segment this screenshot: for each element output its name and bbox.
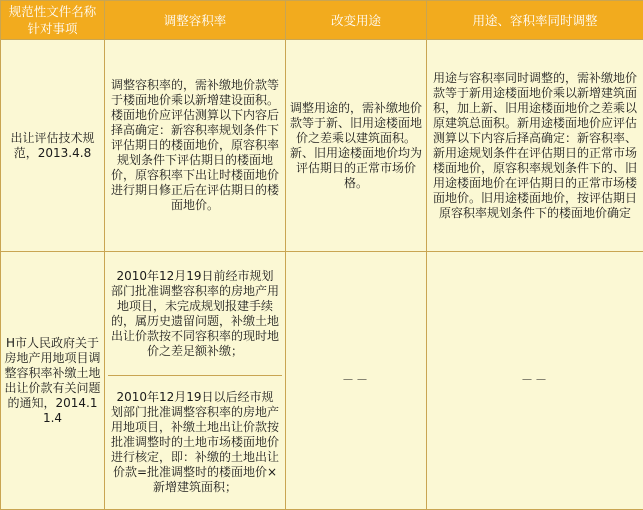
row1-far-adjust: 调整容积率的，需补缴地价款等于楼面地价乘以新增建设面积。楼面地价应评估测算以下内容后择高确定：新容积率规划条件下评估期日的楼面地价，原容积率规划条件下评估期日的楼面地价，原容积率下出让时楼面地价进行期日修正后在评估期日的楼面地价。 [105, 40, 286, 252]
header-row [1, 1, 643, 40]
row2-far-adjust-before: 2010年12月19日前经市规划部门批准调整容积率的房地产用地项目，未完成规划报建手续的，属历史遗留问题，补缴土地出让价款按不同容积率的现时地价之差足额补缴； [108, 252, 282, 376]
table-row [1, 40, 643, 252]
header-far-adjust: 调整容积率 [105, 1, 286, 40]
row2-doc-name: H市人民政府关于房地产用地项目调整容积率补缴土地出让价款有关问题的通知，2014.11.4 [1, 252, 105, 510]
row2-far-adjust [105, 252, 286, 510]
header-use-change: 改变用途 [286, 1, 427, 40]
header-doc-name: 规范性文件名称针对事项 [1, 1, 105, 40]
row1-doc-name: 出让评估技术规范，2013.4.8 [1, 40, 105, 252]
row2-both-change: －－ [427, 252, 643, 510]
row1-both-change: 用途与容积率同时调整的，需补缴地价款等于新用途楼面地价乘以新增建筑面积，加上新、旧用途楼面地价之差乘以原建筑总面积。新用途楼面地价应评估测算以下内容后择高确定：新容积率、新用途规划条件在评估期日的正常市场楼面地价，原容积率规划条件下的、旧用途楼面地价在评估期日的正常市场楼面地价。旧用途楼面地价，按评估期日原容积率规划条件下的楼面地价确定 [427, 40, 643, 252]
row2-far-adjust-after: 2010年12月19日以后经市规划部门批准调整容积率的房地产用地项目，补缴土地出让价款按批准调整时的土地市场楼面地价进行核定，即：补缴的土地出让价款=批准调整时的楼面地价×新增建筑面积； [108, 376, 282, 509]
header-both-change: 用途、容积率同时调整 [427, 1, 643, 40]
row1-use-change: 调整用途的，需补缴地价款等于新、旧用途楼面地价之差乘以建筑面积。新、旧用途楼面地价均为评估期日的正常市场价格。 [286, 40, 427, 252]
table-row [1, 252, 643, 510]
row2-use-change: －－ [286, 252, 427, 510]
